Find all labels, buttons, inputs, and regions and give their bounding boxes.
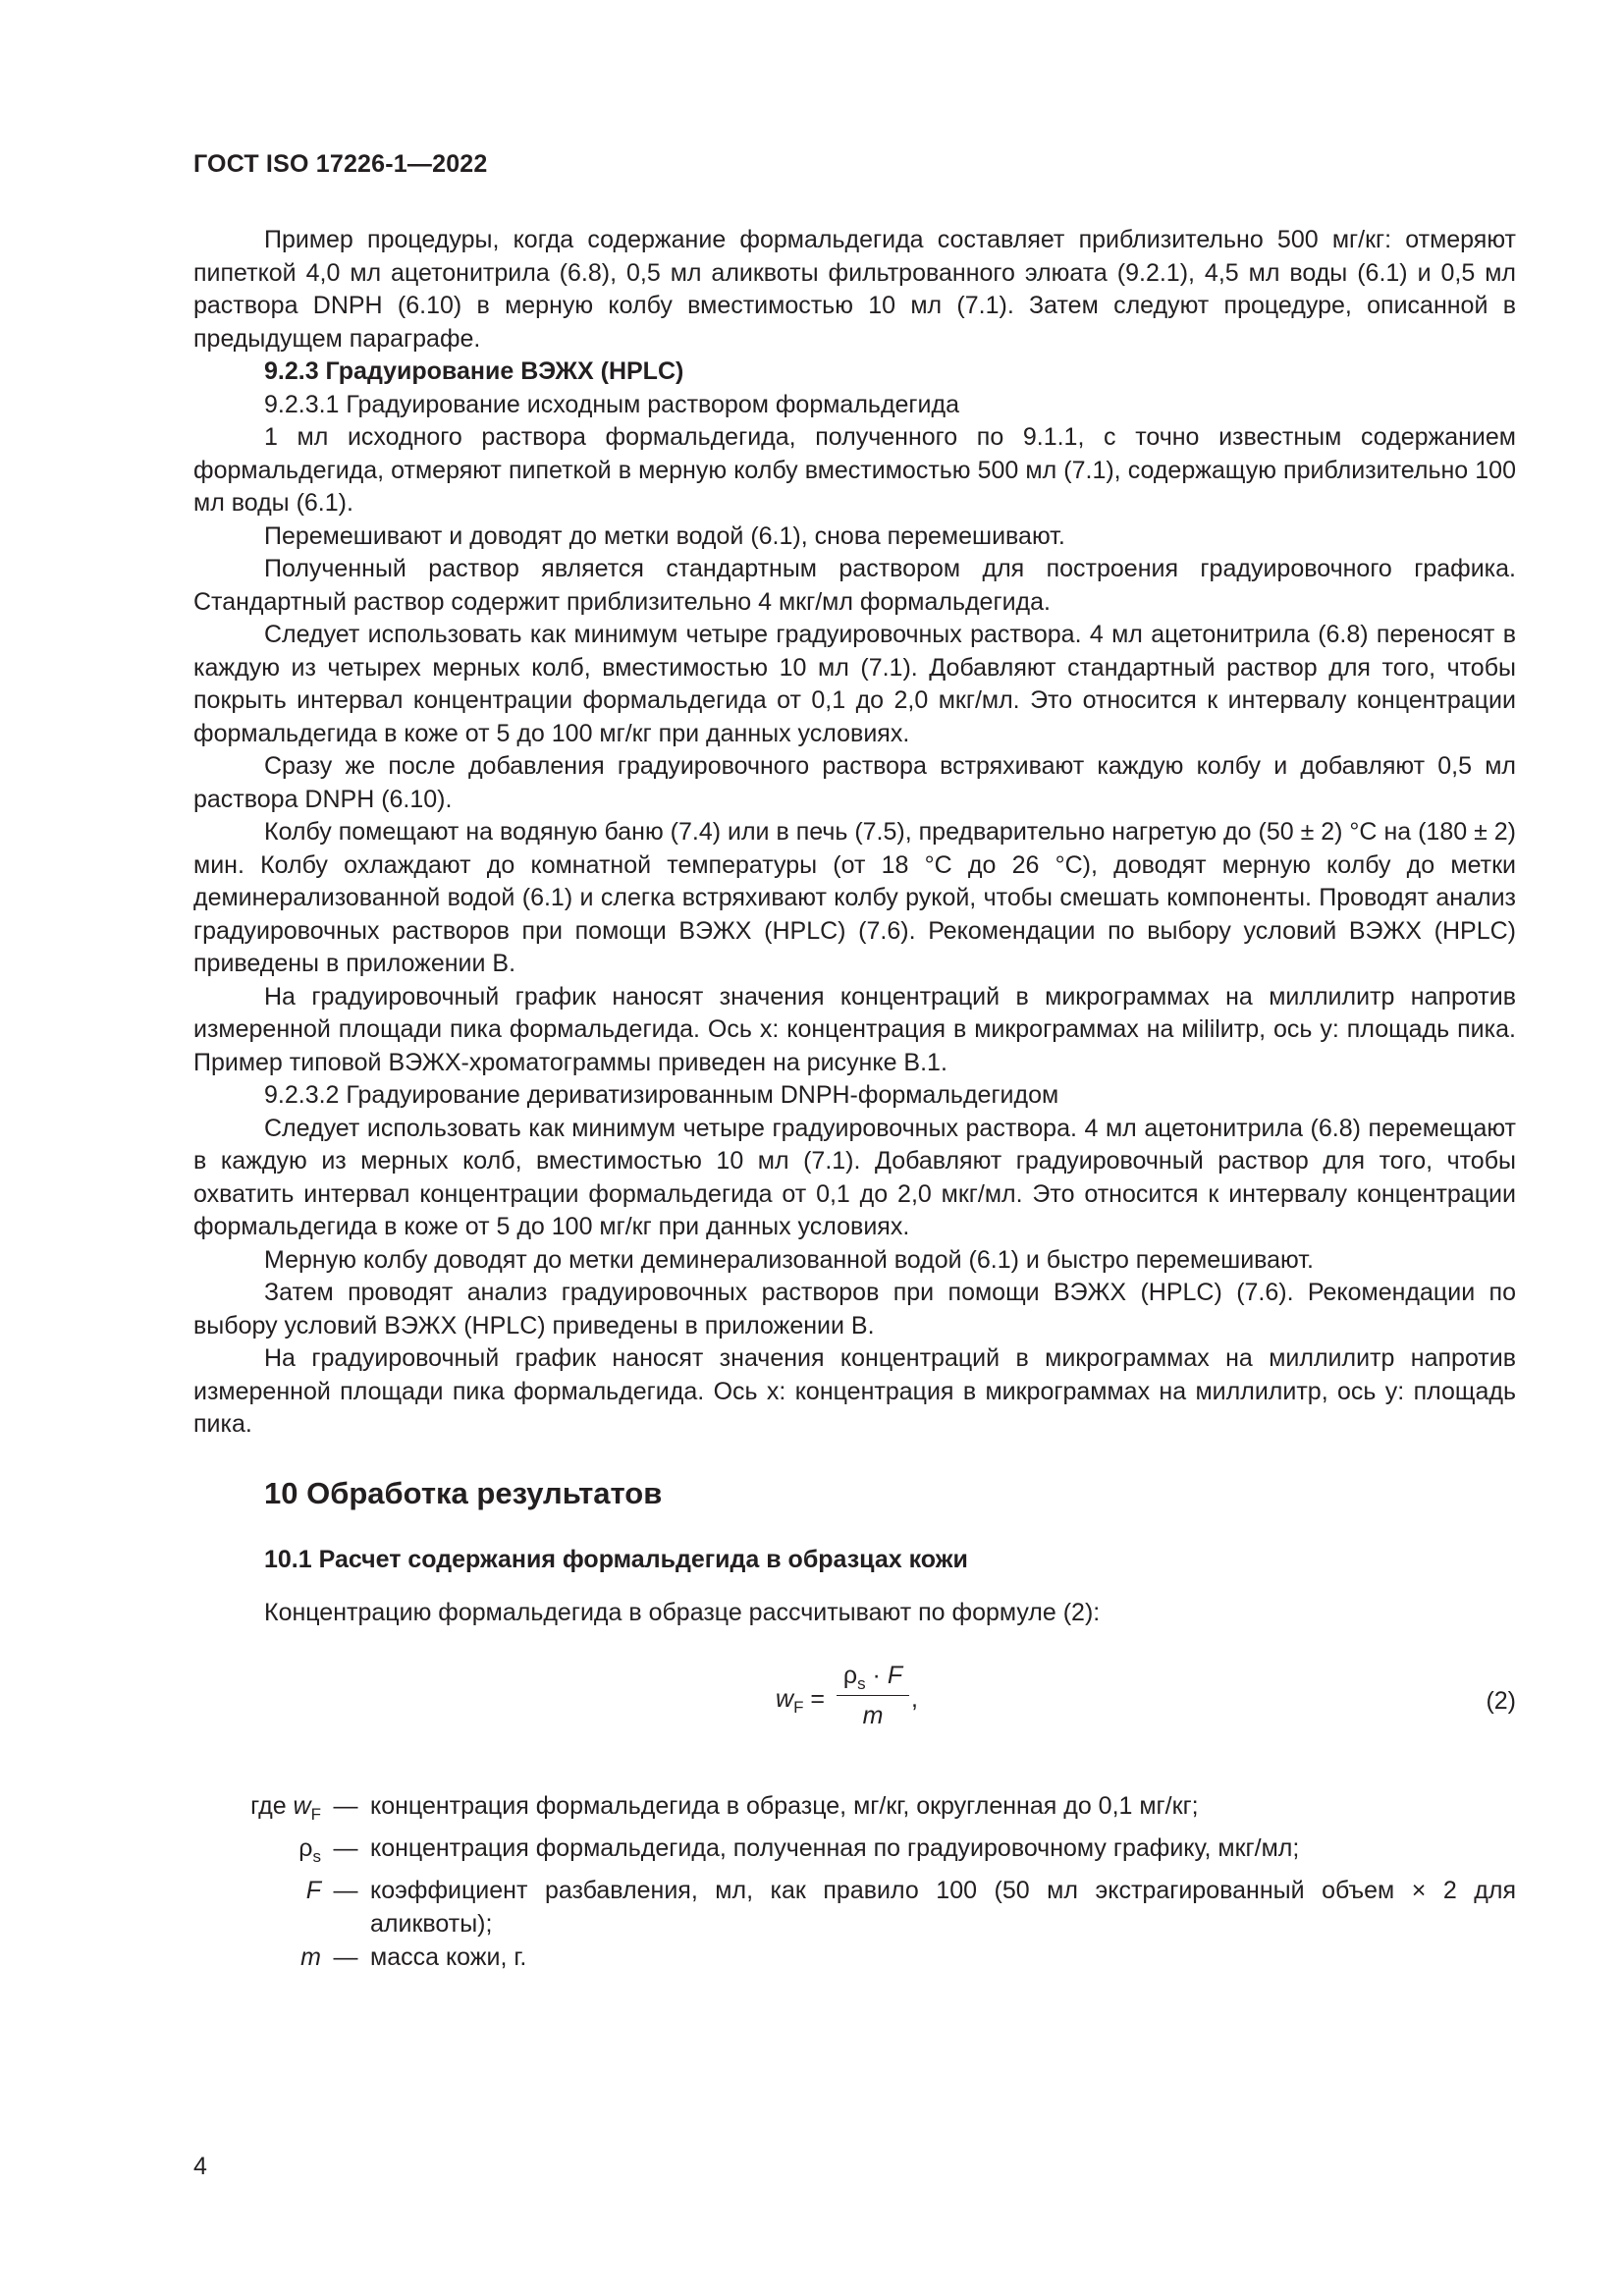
formula-fraction [837, 1656, 909, 1735]
definition-dash: — [333, 1877, 358, 1904]
page-number: 4 [193, 2153, 207, 2180]
variable-definition [193, 1874, 1516, 1941]
paragraph: Полученный раствор является стандартным раствором для построения градуировочного графика. Стандартный раствор содержит приблизительно 4 мкг/мл формальдегида. [193, 555, 1516, 616]
paragraph: Сразу же после добавления градуировочного раствора встряхивают каждую колбу и добавляют 0,5 мл раствора DNPH (6.10). [193, 752, 1516, 813]
body-text [193, 224, 1516, 1442]
paragraph: 1 мл исходного раствора формальдегида, полученного по 9.1.1, с точно известным содержанием формальдегида, отмеряют пипеткой в мерную колбу вместимостью 500 мл (7.1), содержащую приблизительно 100 мл воды (6.1). [193, 423, 1516, 517]
variable-name: w [293, 1792, 311, 1820]
formula-numerator [837, 1656, 909, 1695]
paragraph: Пример процедуры, когда содержание формальдегида составляет приблизительно 500 мг/кг: отмеряют пипеткой 4,0 мл ацетонитрила (6.8), 0,5 мл аликвоты фильтрованного элюата (9.2.1), 4,5 мл воды (6.1) и 0,5 мл раствора DNPH (6.10) в мерную колбу вместимостью 10 мл (7.1). Затем следуют процедуре, описанной в предыдущем параграфе. [193, 226, 1516, 353]
variable-description: масса кожи, г. [370, 1943, 527, 1971]
formula-num-sub: s [857, 1674, 866, 1693]
subsection-heading: 10.1 Расчет содержания формальдегида в образцах кожи [264, 1546, 968, 1573]
paragraph: Затем проводят анализ градуировочных растворов при помощи ВЭЖХ (HPLC) (7.6). Рекомендации по выбору условий ВЭЖХ (HPLC) приведены в приложении В. [193, 1279, 1516, 1339]
variable-description: концентрация формальдегида в образце, мг/кг, округленная до 0,1 мг/кг; [370, 1792, 1199, 1820]
definition-dash: — [333, 1834, 358, 1862]
where-prefix: где [250, 1792, 294, 1820]
formula-lhs-var: w [776, 1685, 794, 1713]
variable-definition [193, 1941, 1516, 1974]
formula-intro: Концентрацию формальдегида в образце рассчитывают по формуле (2): [264, 1599, 1101, 1626]
variable-name: F [305, 1877, 321, 1904]
variable-definitions [193, 1789, 1516, 1974]
formula-num-op: · [865, 1662, 888, 1689]
paragraph: 9.2.3 Градуирование ВЭЖХ (HPLC) [264, 357, 684, 385]
variable-subscript: F [310, 1805, 321, 1824]
formula-denominator: m [862, 1702, 884, 1729]
definition-dash: — [333, 1792, 358, 1820]
paragraph: На градуировочный график наносят значения концентраций в микрограммах на миллилитр напротив измеренной площади пика формальдегида. Ось x: концентрация в микрограммах на миллилитр, ось у: площадь пика. [193, 1344, 1516, 1438]
document-header: ГОСТ ISO 17226-1—2022 [193, 150, 488, 178]
variable-description: концентрация формальдегида, полученная по градуировочному графику, мкг/мл; [370, 1834, 1300, 1862]
variable-description: коэффициент разбавления, мл, как правило 100 (50 мл экстрагированный объем × 2 для аликвоты); [370, 1877, 1516, 1938]
formula-comma: , [911, 1685, 918, 1713]
paragraph: 9.2.3.2 Градуирование дериватизированным DNPH-формальдегидом [264, 1081, 1059, 1109]
paragraph: 9.2.3.1 Градуирование исходным раствором формальдегида [264, 390, 960, 418]
variable-symbol [193, 1831, 321, 1874]
formula [776, 1656, 972, 1744]
variable-symbol [193, 1874, 321, 1907]
variable-symbol [193, 1789, 321, 1831]
section-heading: 10 Обработка результатов [264, 1476, 663, 1510]
variable-definition [193, 1789, 1516, 1831]
variable-subscript: s [312, 1847, 321, 1866]
paragraph: Следует использовать как минимум четыре градуировочных раствора. 4 мл ацетонитрила (6.8) переносят в каждую из четырех мерных колб, вместимостью 10 мл (7.1). Добавляют стандартный раствор для того, чтобы покрыть интервал концентрации формальдегида от 0,1 до 2,0 мкг/мл. Это относится к интервалу концентрации формальдегида в коже от 5 до 100 мг/кг при данных условиях. [193, 621, 1516, 747]
formula-lhs-sub: F [793, 1698, 804, 1717]
paragraph: Следует использовать как минимум четыре градуировочных раствора. 4 мл ацетонитрила (6.8) перемещают в каждую из мерных колб, вместимостью 10 мл (7.1). Добавляют градуировочный раствор для того, чтобы охватить интервал концентрации формальдегида от 0,1 до 2,0 мкг/мл. Это относится к интервалу концентрации формальдегида в коже от 5 до 100 мг/кг при данных условиях. [193, 1114, 1516, 1240]
variable-symbol [193, 1941, 321, 1974]
equation-number: (2) [1486, 1687, 1516, 1715]
definition-dash: — [333, 1943, 358, 1971]
variable-name: m [300, 1943, 321, 1971]
formula-num-var: ρ [842, 1662, 858, 1689]
variable-definition [193, 1831, 1516, 1874]
paragraph: На градуировочный график наносят значения концентраций в микрограммах на миллилитр напротив измеренной площади пика формальдегида. Ось x: концентрация в микрограммах на мililитр, ось у: площадь пика. Пример типовой ВЭЖХ-хроматограммы приведен на рисунке В.1. [193, 982, 1516, 1076]
paragraph: Мерную колбу доводят до метки деминерализованной водой (6.1) и быстро перемешивают. [264, 1245, 1314, 1274]
formula-lhs [776, 1685, 825, 1718]
formula-num-f: F [887, 1662, 903, 1689]
variable-name: ρ [298, 1834, 313, 1862]
formula-equals: = [803, 1685, 825, 1713]
paragraph: Перемешивают и доводят до метки водой (6.1), снова перемешивают. [264, 521, 1065, 550]
paragraph: Колбу помещают на водяную баню (7.4) или в печь (7.5), предварительно нагретую до (50 ± 2) °С на (180 ± 2) мин. Колбу охлаждают до комнатной температуры (от 18 °С до 26 °С), доводят мерную колбу до метки деминерализованной водой (6.1) и слегка встряхивают колбу рукой, чтобы смешать компоненты. Проводят анализ градуировочных растворов при помощи ВЭЖХ (HPLC) (7.6). Рекомендации по выбору условий ВЭЖХ (HPLC) приведены в приложении В. [193, 818, 1516, 977]
